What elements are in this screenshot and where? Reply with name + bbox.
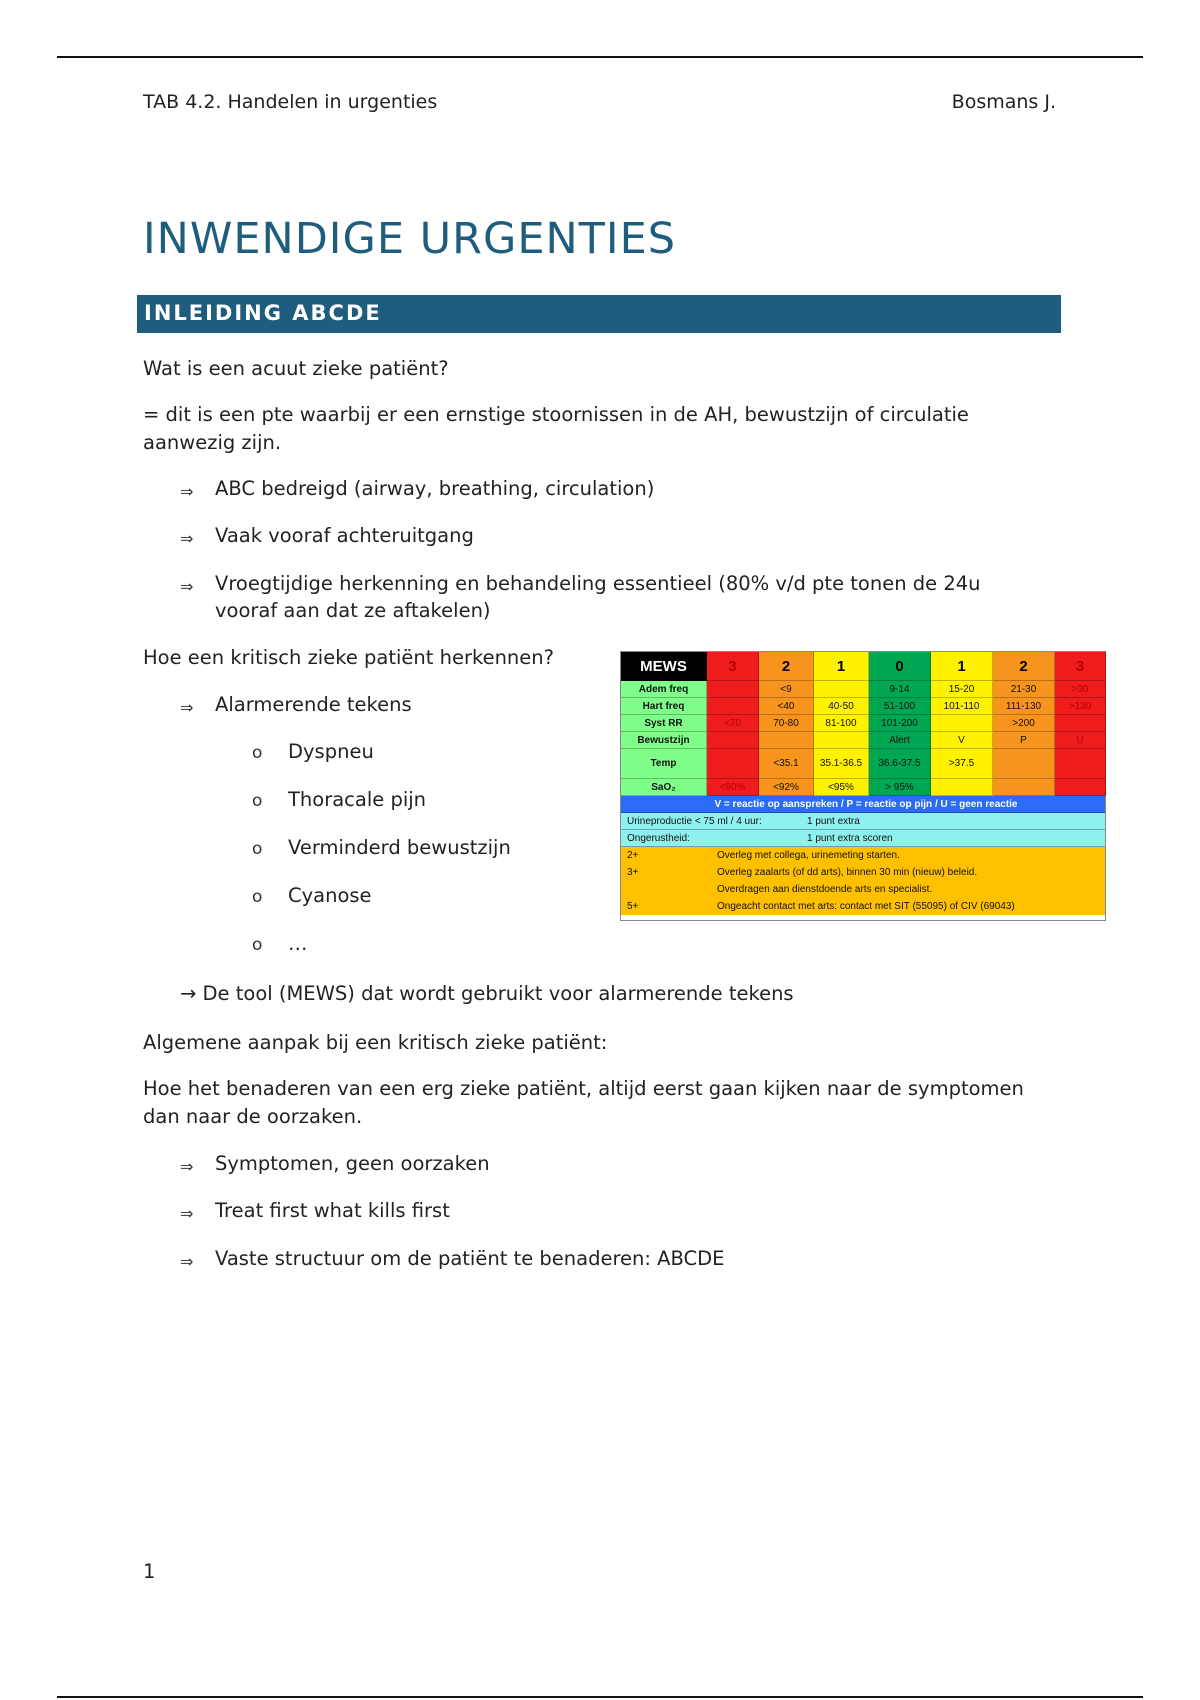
mews-header-score: 2: [759, 652, 814, 681]
bullet-arrow-icon: ⇒: [180, 482, 194, 501]
mews-cell: [759, 732, 814, 749]
mews-cell: V: [931, 732, 993, 749]
mews-cell: [814, 732, 869, 749]
bullet-arrow-icon: ⇒: [180, 529, 194, 548]
tool-note: → De tool (MEWS) dat wordt gebruikt voor alarmerende tekens: [180, 982, 794, 1005]
mews-cell: 21-30: [993, 681, 1055, 698]
mews-cell: [707, 732, 759, 749]
mews-escalation-action: Overleg zaalarts (of dd arts), binnen 30 min (nieuw) beleid.: [717, 867, 978, 878]
sign-item: …: [288, 932, 308, 955]
intro-bullet-continued: vooraf aan dat ze aftakelen): [215, 599, 491, 622]
mews-cell: [993, 779, 1055, 796]
mews-escalation-action: Ongeacht contact met arts: contact met SIT (55095) of CIV (69043): [717, 901, 1015, 912]
approach-bullet: Vaste structuur om de patiënt te benaderen: ABCDE: [215, 1247, 725, 1270]
mews-cell: 9-14: [869, 681, 931, 698]
sub-bullet-marker: o: [252, 743, 263, 763]
recognize-bullet: Alarmerende tekens: [215, 693, 412, 716]
mews-cell: >200: [993, 715, 1055, 732]
section-heading: INLEIDING ABCDE: [137, 295, 1061, 333]
page-number: 1: [143, 1560, 156, 1583]
approach-para-line-1: Hoe het benaderen van een erg zieke patiënt, altijd eerst gaan kijken naar de symptomen: [143, 1077, 1024, 1100]
bottom-rule: [57, 1696, 1143, 1698]
mews-header-score: 3: [1055, 652, 1106, 681]
mews-escalation: [621, 847, 1105, 915]
sign-item: Cyanose: [288, 884, 372, 907]
bullet-arrow-icon: ⇒: [180, 1252, 194, 1271]
mews-legend: V = reactie op aanspreken / P = reactie op pijn / U = geen reactie: [621, 796, 1105, 813]
mews-cell: <95%: [814, 779, 869, 796]
bullet-arrow-icon: ⇒: [180, 577, 194, 596]
bullet-arrow-icon: ⇒: [180, 698, 194, 717]
header-left: TAB 4.2. Handelen in urgenties: [143, 91, 438, 113]
intro-bullet: ABC bedreigd (airway, breathing, circulation): [215, 477, 655, 500]
mews-cell: 51-100: [869, 698, 931, 715]
mews-header-title: MEWS: [621, 652, 707, 681]
mews-row-label: Temp: [621, 749, 707, 779]
mews-cell: 15-20: [931, 681, 993, 698]
header-right: Bosmans J.: [951, 91, 1056, 113]
mews-cell: 40-50: [814, 698, 869, 715]
mews-cell: [1055, 715, 1106, 732]
mews-cell: [814, 681, 869, 698]
sub-bullet-marker: o: [252, 935, 263, 955]
mews-cell: [707, 749, 759, 779]
sign-item: Verminderd bewustzijn: [288, 836, 511, 859]
mews-worry: [621, 830, 1105, 847]
mews-worry-label: Ongerustheid:: [627, 832, 690, 844]
top-rule: [57, 56, 1143, 58]
intro-question: Wat is een acuut zieke patiënt?: [143, 357, 449, 380]
mews-cell: [931, 715, 993, 732]
mews-cell: <40: [759, 698, 814, 715]
mews-cell: <90%: [707, 779, 759, 796]
recognize-question: Hoe een kritisch zieke patiënt herkennen?: [143, 646, 554, 669]
mews-cell: >30: [1055, 681, 1106, 698]
mews-row-label: Bewustzijn: [621, 732, 707, 749]
mews-cell: Alert: [869, 732, 931, 749]
sub-bullet-marker: o: [252, 791, 263, 811]
approach-bullet: Symptomen, geen oorzaken: [215, 1152, 490, 1175]
approach-para-line-2: dan naar de oorzaken.: [143, 1105, 363, 1128]
sign-item: Thoracale pijn: [288, 788, 427, 811]
intro-answer-line-1: = dit is een pte waarbij er een ernstige stoornissen in de AH, bewustzijn of circulatie: [143, 403, 969, 426]
mews-cell: [993, 749, 1055, 779]
mews-urine: [621, 813, 1105, 830]
mews-cell: <9: [759, 681, 814, 698]
approach-bullet: Treat first what kills first: [215, 1199, 450, 1222]
mews-cell: [1055, 779, 1106, 796]
approach-heading: Algemene aanpak bij een kritisch zieke patiënt:: [143, 1031, 608, 1054]
mews-urine-value: 1 punt extra: [807, 815, 860, 827]
mews-cell: [707, 698, 759, 715]
sub-bullet-marker: o: [252, 887, 263, 907]
mews-header-score: 0: [869, 652, 931, 681]
mews-cell: <35.1: [759, 749, 814, 779]
page-title: INWENDIGE URGENTIES: [143, 214, 677, 264]
mews-cell: 36.6-37.5: [869, 749, 931, 779]
mews-table: [620, 651, 1106, 921]
mews-cell: 35.1-36.5: [814, 749, 869, 779]
mews-cell: [707, 681, 759, 698]
mews-row-label: Syst RR: [621, 715, 707, 732]
mews-cell: [1055, 749, 1106, 779]
intro-bullet: Vroegtijdige herkenning en behandeling essentieel (80% v/d pte tonen de 24u: [215, 572, 981, 595]
mews-cell: U: [1055, 732, 1106, 749]
mews-cell: P: [993, 732, 1055, 749]
mews-header-score: 2: [993, 652, 1055, 681]
mews-worry-value: 1 punt extra scoren: [807, 832, 893, 844]
mews-escalation-score: 5+: [627, 901, 639, 912]
mews-row-label: SaO₂: [621, 779, 707, 796]
mews-cell: <70: [707, 715, 759, 732]
mews-cell: 81-100: [814, 715, 869, 732]
mews-cell: > 95%: [869, 779, 931, 796]
mews-cell: 111-130: [993, 698, 1055, 715]
intro-answer-line-2: aanwezig zijn.: [143, 431, 282, 454]
sub-bullet-marker: o: [252, 839, 263, 859]
mews-escalation-action: Overdragen aan dienstdoende arts en specialist.: [717, 884, 933, 895]
mews-escalation-score: 2+: [627, 850, 639, 861]
mews-escalation-score: 3+: [627, 867, 639, 878]
mews-header-score: 3: [707, 652, 759, 681]
mews-row-label: Adem freq: [621, 681, 707, 698]
mews-escalation-score: [621, 881, 711, 898]
mews-escalation-action: Overleg met collega, urinemeting starten.: [717, 850, 900, 861]
bullet-arrow-icon: ⇒: [180, 1157, 194, 1176]
mews-cell: >130: [1055, 698, 1106, 715]
mews-header-score: 1: [814, 652, 869, 681]
mews-cell: <92%: [759, 779, 814, 796]
mews-cell: 101-110: [931, 698, 993, 715]
mews-cell: 70-80: [759, 715, 814, 732]
bullet-arrow-icon: ⇒: [180, 1204, 194, 1223]
intro-bullet: Vaak vooraf achteruitgang: [215, 524, 474, 547]
sign-item: Dyspneu: [288, 740, 374, 763]
mews-grid: [621, 652, 1105, 796]
mews-header-score: 1: [931, 652, 993, 681]
mews-urine-label: Urineproductie < 75 ml / 4 uur:: [627, 815, 762, 827]
mews-row-label: Hart freq: [621, 698, 707, 715]
mews-cell: >37.5: [931, 749, 993, 779]
mews-cell: [931, 779, 993, 796]
mews-cell: 101-200: [869, 715, 931, 732]
